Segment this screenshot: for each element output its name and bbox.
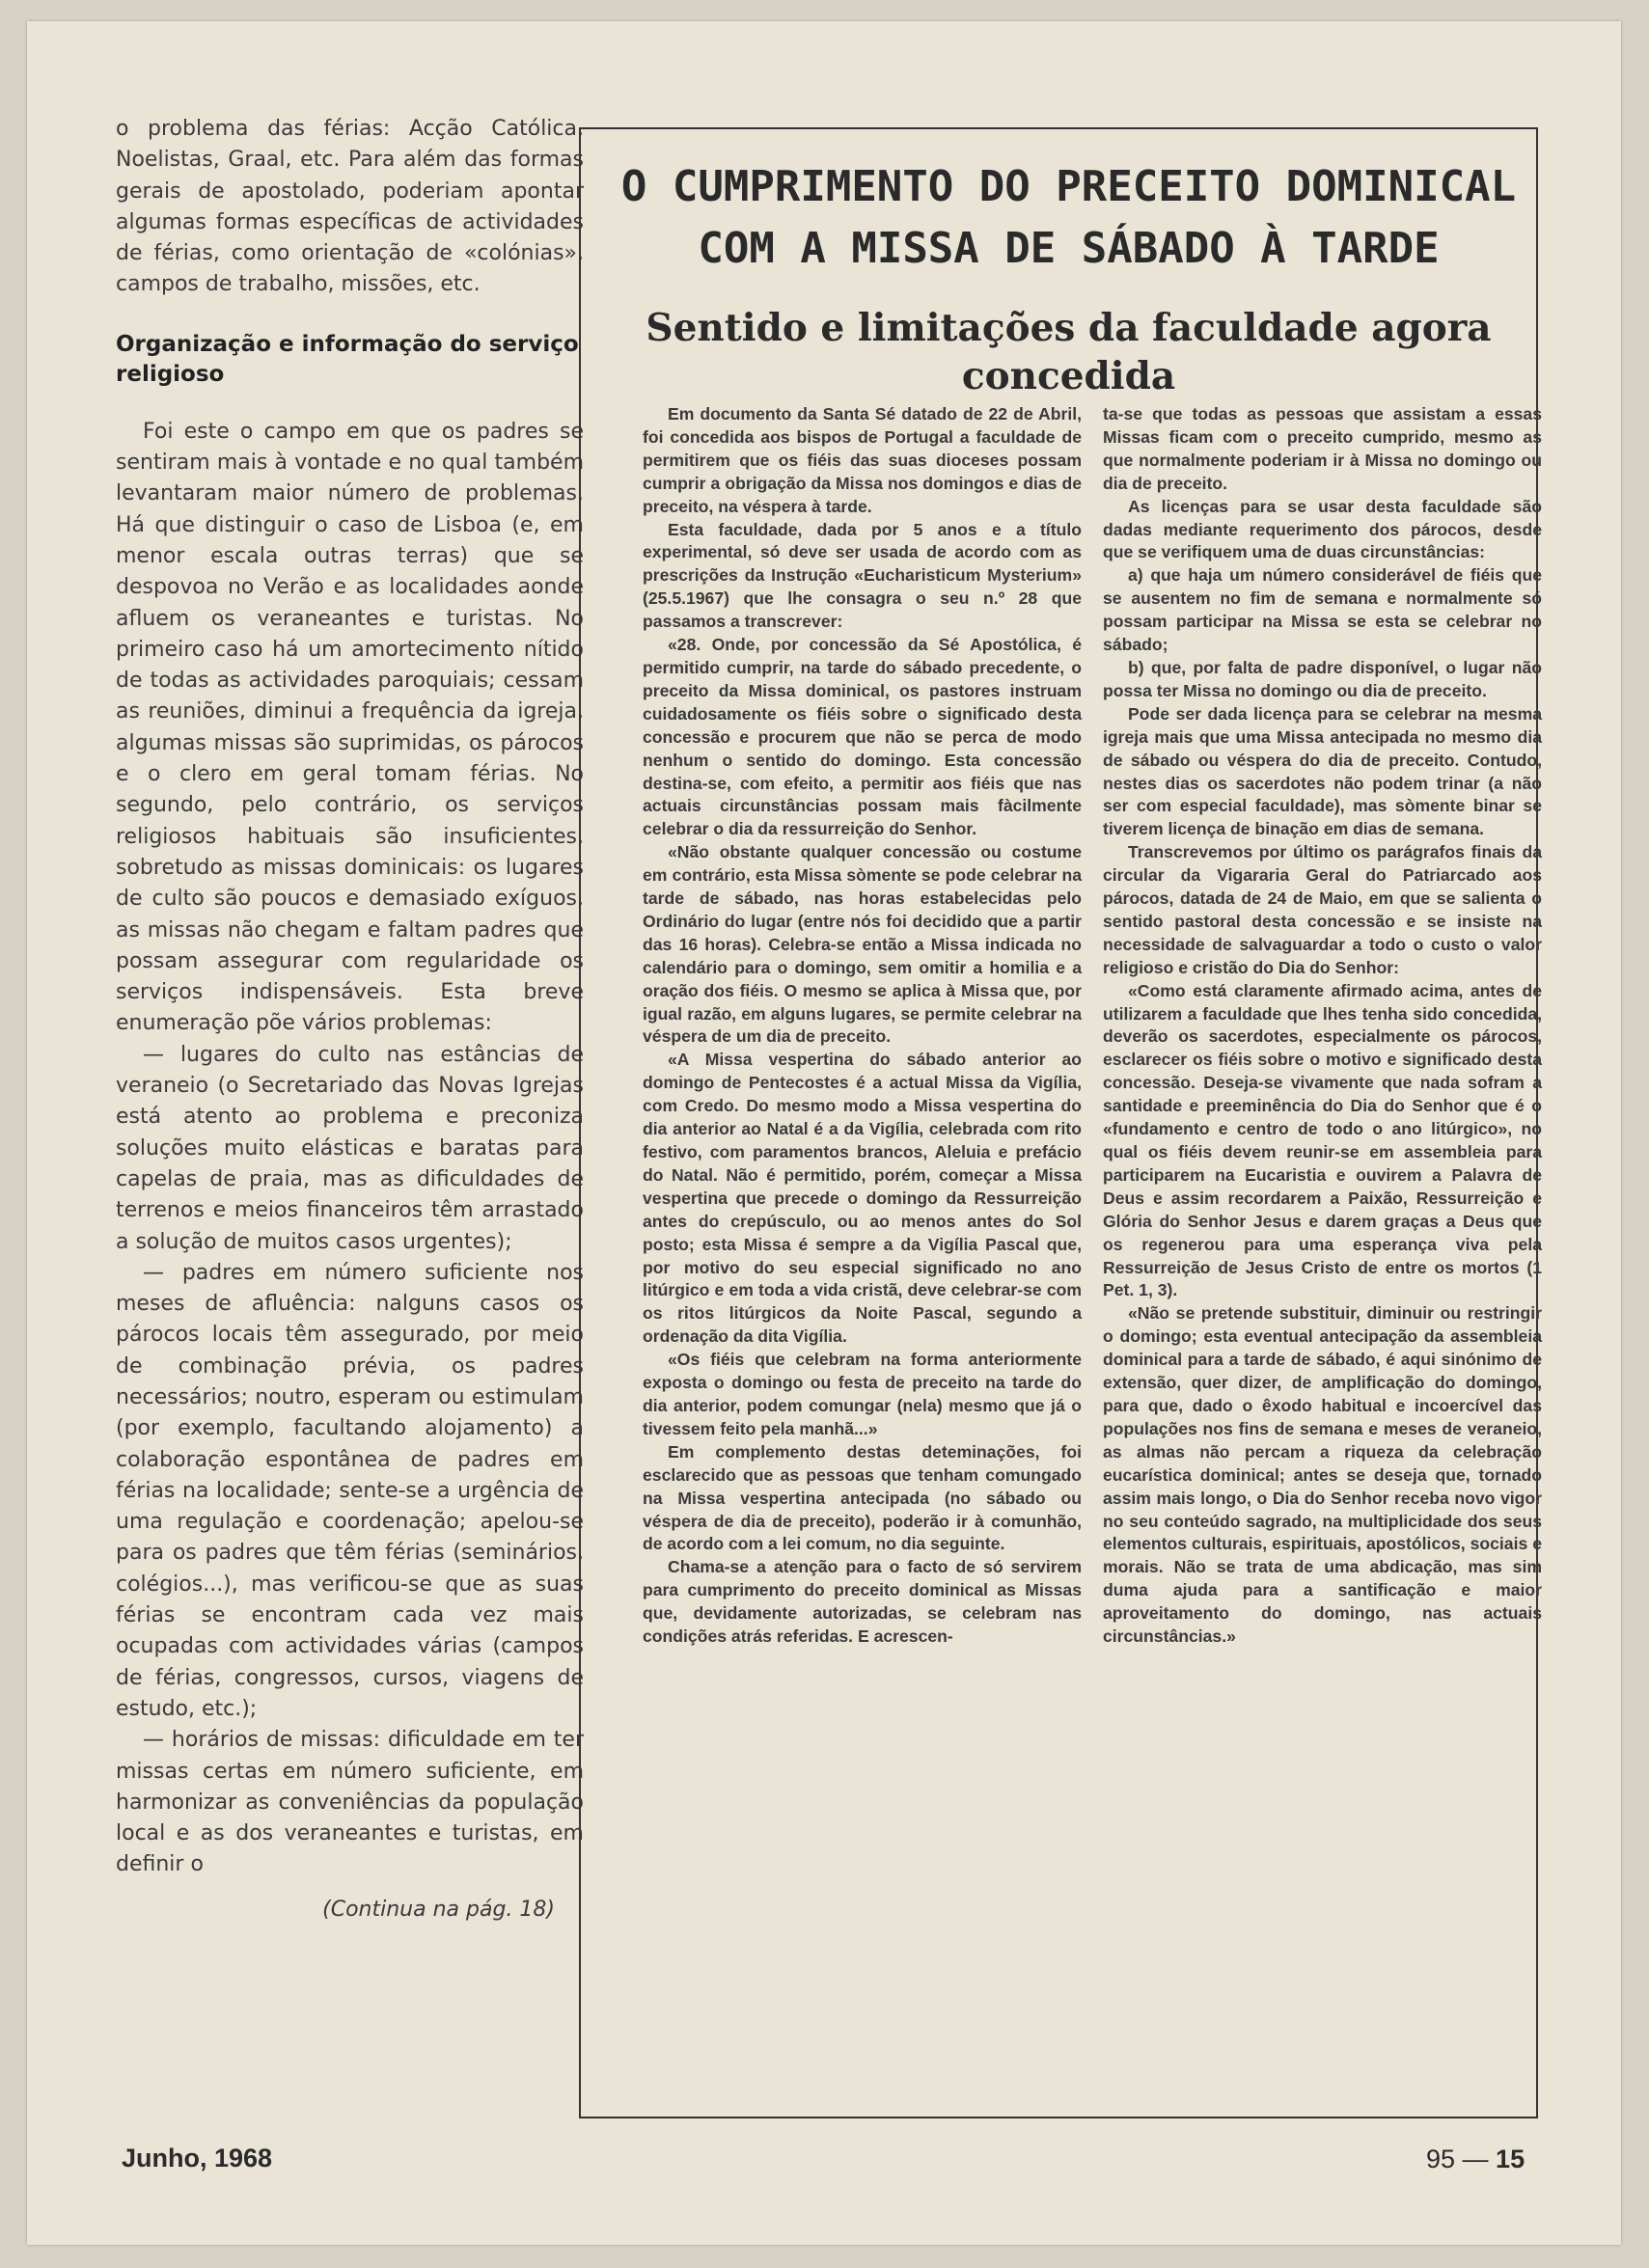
continuation-note: (Continua na pág. 18) <box>322 1897 555 1922</box>
article-paragraph: Pode ser dada licença para se celebrar na mesma igreja mais que uma Missa antecipada no mesmo dia de sábado ou véspera do dia de preceito. Contudo, nestes dias os sacerdotes não podem trinar (a não ser com especial faculdade), mas sòmente binar se tiverem licença de binação em dias de semana. <box>1103 703 1542 839</box>
list-item: — padres em número suficiente nos meses de afluência: nalguns casos os párocos locais têm assegurado, por meio de combinação prévia, os padres necessários; noutro, esperam ou estimulam (por exemplo, facultando alojamento) a colaboração espontânea de padres em férias na localidade; sente-se a urgência de uma regulação e coordenação; apelou-se para os padres que têm férias (seminários, colégios...), mas verificou-se que as suas férias se encontram cada vez mais ocupadas com actividades várias (campos de férias, congressos, cursos, viagens de estudo, etc.); <box>116 1260 584 1721</box>
article-paragraph: «A Missa vespertina do sábado anterior ao domingo de Pentecostes é a actual Missa da Vigília, com Credo. Do mesmo modo a Missa vespertina do dia anterior ao Natal é a da Vigília, celebrada com rito festivo, com paramentos brancos, Aleluia e prefácio do Natal. Não é permitido, porém, começar a Missa vespertina que precede o domingo da Ressurreição antes do crepúsculo, ou ao menos antes do Sol posto; esta Missa é sempre a da Vigília Pascal que, por motivo do seu especial significado no ano litúrgico e em toda a vida cristã, deve celebrar-se com os ritos litúrgicos da Noite Pascal, segundo a ordenação da dita Vigília. <box>643 1050 1082 1347</box>
article-paragraph: «Como está claramente afirmado acima, antes de utilizarem a faculdade que lhes tenha sido concedida, deverão os sacerdotes, especialmente os párocos, esclarecer os fiéis sobre o motivo e significado desta concessão. Deseja-se vivamente que nada sofram a santidade e preeminência do Dia do Senhor que é o «fundamento e centro de todo o ano litúrgico», no qual os fiéis devem reunir-se em assembleia para participarem na Eucaristia e ouvirem a Palavra de Deus e assim recordarem a Paixão, Ressurreição e Glória do Senhor Jesus e darem graças a Deus que os regenerou para uma esperança viva pela Ressurreição de Jesus Cristo de entre os mortos (1 Pet. 1, 3). <box>1103 980 1542 1300</box>
page-number-value: 15 <box>1496 2145 1525 2173</box>
article-paragraph: Transcrevemos por último os parágrafos finais da circular da Vigararia Geral do Patriarcado aos párocos, datada de 24 de Maio, em que se salienta o sentido pastoral desta concessão e se insiste na necessidade de salvaguardar a todo o custo o valor religioso e cristão do Dia do Senhor: <box>1103 842 1542 977</box>
page-prefix: 95 — <box>1426 2145 1497 2173</box>
article-paragraph: Em documento da Santa Sé datado de 22 de Abril, foi concedida aos bispos de Portugal a faculdade de permitirem que os fiéis das suas dioceses possam cumprir a obrigação da Missa nos domingos e dias de preceito, na véspera à tarde. <box>643 404 1082 516</box>
article-title-line-1: O CUMPRIMENTO DO PRECEITO DOMINICAL <box>620 162 1517 211</box>
list-item: — lugares do culto nas estâncias de veraneio (o Secretariado das Novas Igrejas está atento ao problema e preconiza soluções muito elásticas e baratas para capelas de praia, mas as dificuldades de terrenos e meios financeiros têm arrastado a solução de muitos casos urgentes); <box>116 1042 584 1254</box>
article-column-1 <box>643 403 1082 1649</box>
issue-date: Junho, 1968 <box>122 2144 273 2172</box>
article-subtitle: Sentido e limitações da faculdade agora concedida <box>646 306 1492 398</box>
article-title-line-2: COM A MISSA DE SÁBADO À TARDE <box>698 224 1440 273</box>
article-paragraph: «Os fiéis que celebram na forma anteriormente exposta o domingo ou festa de preceito na tarde do dia anterior, podem comungar (nela) mesmo que já o tivessem feito pela manhã...» <box>643 1350 1082 1438</box>
article-paragraph: ta-se que todas as pessoas que assistam a essas Missas ficam com o preceito cumprido, mesmo as que normalmente poderiam ir à Missa no domingo ou dia de preceito. <box>1103 404 1542 493</box>
article-paragraph: b) que, por falta de padre disponível, o lugar não possa ter Missa no domingo ou dia de preceito. <box>1103 657 1542 700</box>
article-paragraph: «28. Onde, por concessão da Sé Apostólica, é permitido cumprir, na tarde do sábado precedente, o preceito da Missa dominical, os pastores instruam cuidadosamente os fiéis sobre o significado desta concessão e procurem que não se perca de modo nenhum o sentido do domingo. Esta concessão destina-se, com efeito, a permitir aos fiéis que nas actuais circunstâncias possam mais fàcilmente celebrar o dia da ressurreição do Senhor. <box>643 635 1082 839</box>
article-paragraph: «Não se pretende substituir, diminuir ou restringir o domingo; esta eventual antecipação da assembleia dominical para a tarde de sábado, é aqui sinónimo de extensão, quer dizer, de amplificação do domingo, para que, dado o êxodo habitual e incoercível das populações nos fins de semana e meses de veraneio, as almas não percam a riqueza da celebração eucarística dominical; antes se deseja que, tornado assim mais longo, o Dia do Senhor receba novo vigor no seu conteúdo sagrado, na multiplicidade dos seus elementos culturais, espirituais, apostólicos, sociais e morais. Não se trata de uma abdicação, mas sim duma ajuda para a santificação e maior aproveitamento do domingo, nas actuais circunstâncias.» <box>1103 1303 1542 1647</box>
intro-paragraph: o problema das férias: Acção Católica, Noelistas, Graal, etc. Para além das formas gerais de apostolado, poderiam apontar algumas formas específicas de actividades de férias, como orientação de «colónias», campos de trabalho, missões, etc. <box>116 117 584 297</box>
section-heading: Organização e informação do serviço religioso <box>116 331 579 387</box>
article-paragraph: Chama-se a atenção para o facto de só servirem para cumprimento do preceito dominical as Missas que, devidamente autorizadas, se celebram nas condições atrás referidas. E acrescen- <box>643 1557 1082 1647</box>
article-paragraph: a) que haja um número considerável de fiéis que se ausentem no fim de semana e normalmente só possam participar na Missa se esta se celebrar no sábado; <box>1103 565 1542 655</box>
article-paragraph: Esta faculdade, dada por 5 anos e a título experimental, só deve ser usada de acordo com as prescrições da Instrução «Eucharisticum Mysterium» (25.5.1967) que lhe consagra o seu n.º 28 que passamos a transcrever: <box>643 519 1082 632</box>
article-paragraph: «Não obstante qualquer concessão ou costume em contrário, esta Missa sòmente se pode celebrar na tarde de sábado, nas horas estabelecidas pelo Ordinário do lugar (entre nós foi decidido que a partir das 16 horas). Celebra-se então a Missa indicada no calendário para o domingo, sem omitir a homilia e a oração dos fiéis. O mesmo se aplica à Missa que, por igual razão, em alguns lugares, se permite celebrar na véspera de um dia de preceito. <box>643 842 1082 1047</box>
article-column-2 <box>1103 403 1542 1649</box>
left-column <box>116 114 584 1926</box>
body-paragraph: Foi este o campo em que os padres se sentiram mais à vontade e no qual também levantaram maior número de problemas. Há que distinguir o caso de Lisboa (e, em menor escala outras terras) que se despovoa no Verão e as localidades aonde afluem os veraneantes e turistas. No primeiro caso há um amortecimento nítido de todas as actividades paroquiais; cessam as reuniões, diminui a frequência da igreja, algumas missas são suprimidas, os párocos e o clero em geral tomam férias. No segundo, pelo contrário, os serviços religiosos habituais são insuficientes, sobretudo as missas dominicais: os lugares de culto são poucos e demasiado exíguos, as missas não chegam e faltam padres que possam assegurar com regularidade os serviços indispensáveis. Esta breve enumeração põe vários problemas: <box>116 419 584 1036</box>
list-item: — horários de missas: dificuldade em ter missas certas em número suficiente, em harmonizar as conveniências da população local e as dos veraneantes e turistas, em definir o <box>116 1728 584 1877</box>
page-number <box>1426 2145 1525 2174</box>
article-paragraph: Em complemento destas deteminações, foi esclarecido que as pessoas que tenham comungado na Missa vespertina antecipada (no sábado ou véspera de dia de preceito), poderão ir à comunhão, de acordo com a lei comum, no dia seguinte. <box>643 1441 1082 1554</box>
article-paragraph: As licenças para se usar desta faculdade são dadas mediante requerimento dos párocos, desde que se verifiquem uma de duas circunstâncias: <box>1103 496 1542 562</box>
